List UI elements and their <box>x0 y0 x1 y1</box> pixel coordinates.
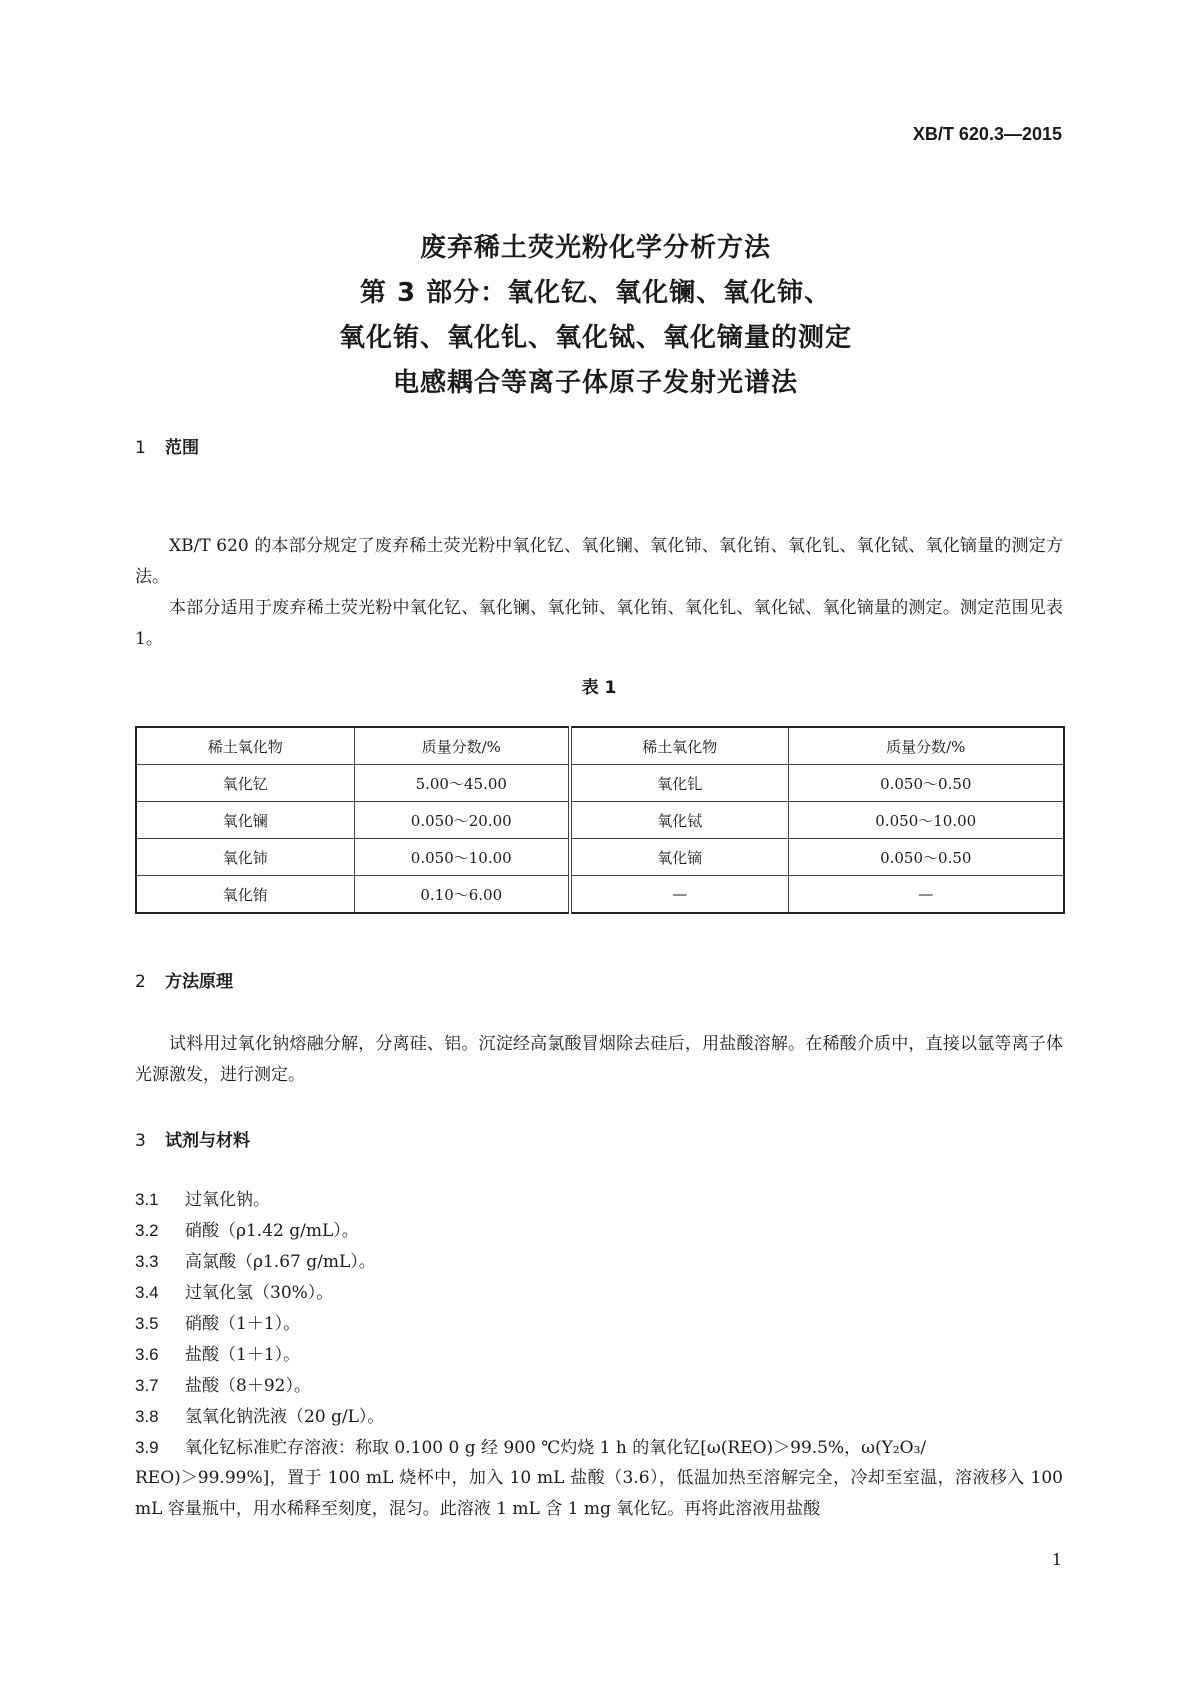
item-number: 3.5 <box>135 1314 159 1333</box>
table-cell: 0.050～0.50 <box>788 839 1064 876</box>
list-item <box>135 1339 1063 1370</box>
item-number: 3.3 <box>135 1252 159 1271</box>
table-row <box>136 876 1064 914</box>
table-cell: 氧化钆 <box>570 765 788 802</box>
item-continuation-text: REO)＞99.99%]，置于 100 mL 烧杯中，加入 10 mL 盐酸（3.6），低温加热至溶解完全，冷却至室温，溶液移入 100 mL 容量瓶中，用水稀释至刻度，混匀。此溶液 1 mL 含 1 mg 氧化钇。再将此溶液用盐酸 <box>135 1468 1063 1519</box>
item-text: 盐酸（8＋92）。 <box>185 1376 311 1396</box>
item-text: 氧化钇标准贮存溶液：称取 0.100 0 g 经 900 ℃灼烧 1 h 的氧化钇[ω(REO)＞99.5%，ω(Y₂O₃/ <box>185 1438 927 1458</box>
reagent-list <box>135 1184 1063 1525</box>
measurement-range-table <box>135 726 1065 914</box>
item-text: 过氧化氢（30%）。 <box>185 1283 334 1303</box>
table-cell: — <box>570 876 788 914</box>
item-number: 3.2 <box>135 1221 159 1240</box>
item-text: 硝酸（1＋1）。 <box>185 1314 301 1334</box>
item-text: 过氧化钠。 <box>185 1190 270 1210</box>
section-number: 1 <box>135 438 146 458</box>
section-number: 3 <box>135 1131 146 1151</box>
list-item <box>135 1184 1063 1215</box>
table-caption: 表 1 <box>581 678 617 698</box>
list-item <box>135 1215 1063 1246</box>
item-number: 3.6 <box>135 1345 159 1364</box>
list-item <box>135 1246 1063 1277</box>
table-cell: 氧化铽 <box>570 802 788 839</box>
section-title: 试剂与材料 <box>165 1131 250 1151</box>
title-line: 电感耦合等离子体原子发射光谱法 <box>392 368 798 398</box>
standard-code: XB/T 620.3—2015 <box>912 124 1062 144</box>
principle-paragraph: 试料用过氧化钠熔融分解，分离硅、铝。沉淀经高氯酸冒烟除去硅后，用盐酸溶解。在稀酸介质中，直接以氩等离子体光源激发，进行测定。 <box>135 1034 1063 1085</box>
table-cell: 氧化铈 <box>136 839 354 876</box>
table-row <box>136 802 1064 839</box>
title-line: 第 3 部分：氧化钇、氧化镧、氧化铈、 <box>359 278 832 308</box>
item-text: 高氯酸（ρ1.67 g/mL）。 <box>185 1252 376 1272</box>
list-item <box>135 1370 1063 1401</box>
item-number: 3.4 <box>135 1283 159 1302</box>
scope-paragraph-2: 本部分适用于废弃稀土荧光粉中氧化钇、氧化镧、氧化铈、氧化铕、氧化钆、氧化铽、氧化镝量的测定。测定范围见表 1。 <box>135 598 1063 649</box>
table-cell: 氧化铕 <box>136 876 354 914</box>
table-cell: 0.10～6.00 <box>354 876 570 914</box>
scope-paragraph-1: XB/T 620 的本部分规定了废弃稀土荧光粉中氧化钇、氧化镧、氧化铈、氧化铕、氧化钆、氧化铽、氧化镝量的测定方法。 <box>135 536 1063 587</box>
document-title <box>150 226 1041 406</box>
item-text: 盐酸（1＋1）。 <box>185 1345 301 1365</box>
table-cell: 0.050～10.00 <box>788 802 1064 839</box>
title-line: 废弃稀土荧光粉化学分析方法 <box>419 233 771 263</box>
table-cell: 0.050～20.00 <box>354 802 570 839</box>
table-header-cell: 质量分数/% <box>788 727 1064 765</box>
section-title: 范围 <box>165 438 199 458</box>
table-cell: 0.050～0.50 <box>788 765 1064 802</box>
list-item <box>135 1432 1063 1463</box>
table-cell: 氧化镝 <box>570 839 788 876</box>
section-heading-scope <box>135 433 199 458</box>
item-number: 3.1 <box>135 1190 159 1209</box>
item-number: 3.8 <box>135 1407 159 1426</box>
table-header-row <box>136 727 1064 765</box>
list-item <box>135 1308 1063 1339</box>
item-number: 3.7 <box>135 1376 159 1395</box>
item-text: 氢氧化钠洗液（20 g/L）。 <box>185 1407 385 1427</box>
table-header-cell: 稀土氧化物 <box>136 727 354 765</box>
item-number: 3.9 <box>135 1438 159 1457</box>
item-text: 硝酸（ρ1.42 g/mL）。 <box>185 1221 359 1241</box>
table-cell: — <box>788 876 1064 914</box>
list-item <box>135 1277 1063 1308</box>
title-line: 氧化铕、氧化钆、氧化铽、氧化镝量的测定 <box>338 323 852 353</box>
list-item <box>135 1401 1063 1432</box>
page-number: 1 <box>1051 1550 1062 1569</box>
table-cell: 0.050～10.00 <box>354 839 570 876</box>
section-number: 2 <box>135 972 146 992</box>
table-cell: 氧化钇 <box>136 765 354 802</box>
section-heading-principle <box>135 967 233 992</box>
table-row <box>136 765 1064 802</box>
section-title: 方法原理 <box>165 972 233 992</box>
table-row <box>136 839 1064 876</box>
table-header-cell: 稀土氧化物 <box>570 727 788 765</box>
table-cell: 5.00～45.00 <box>354 765 570 802</box>
table-header-cell: 质量分数/% <box>354 727 570 765</box>
section-heading-reagents <box>135 1126 250 1151</box>
table-cell: 氧化镧 <box>136 802 354 839</box>
